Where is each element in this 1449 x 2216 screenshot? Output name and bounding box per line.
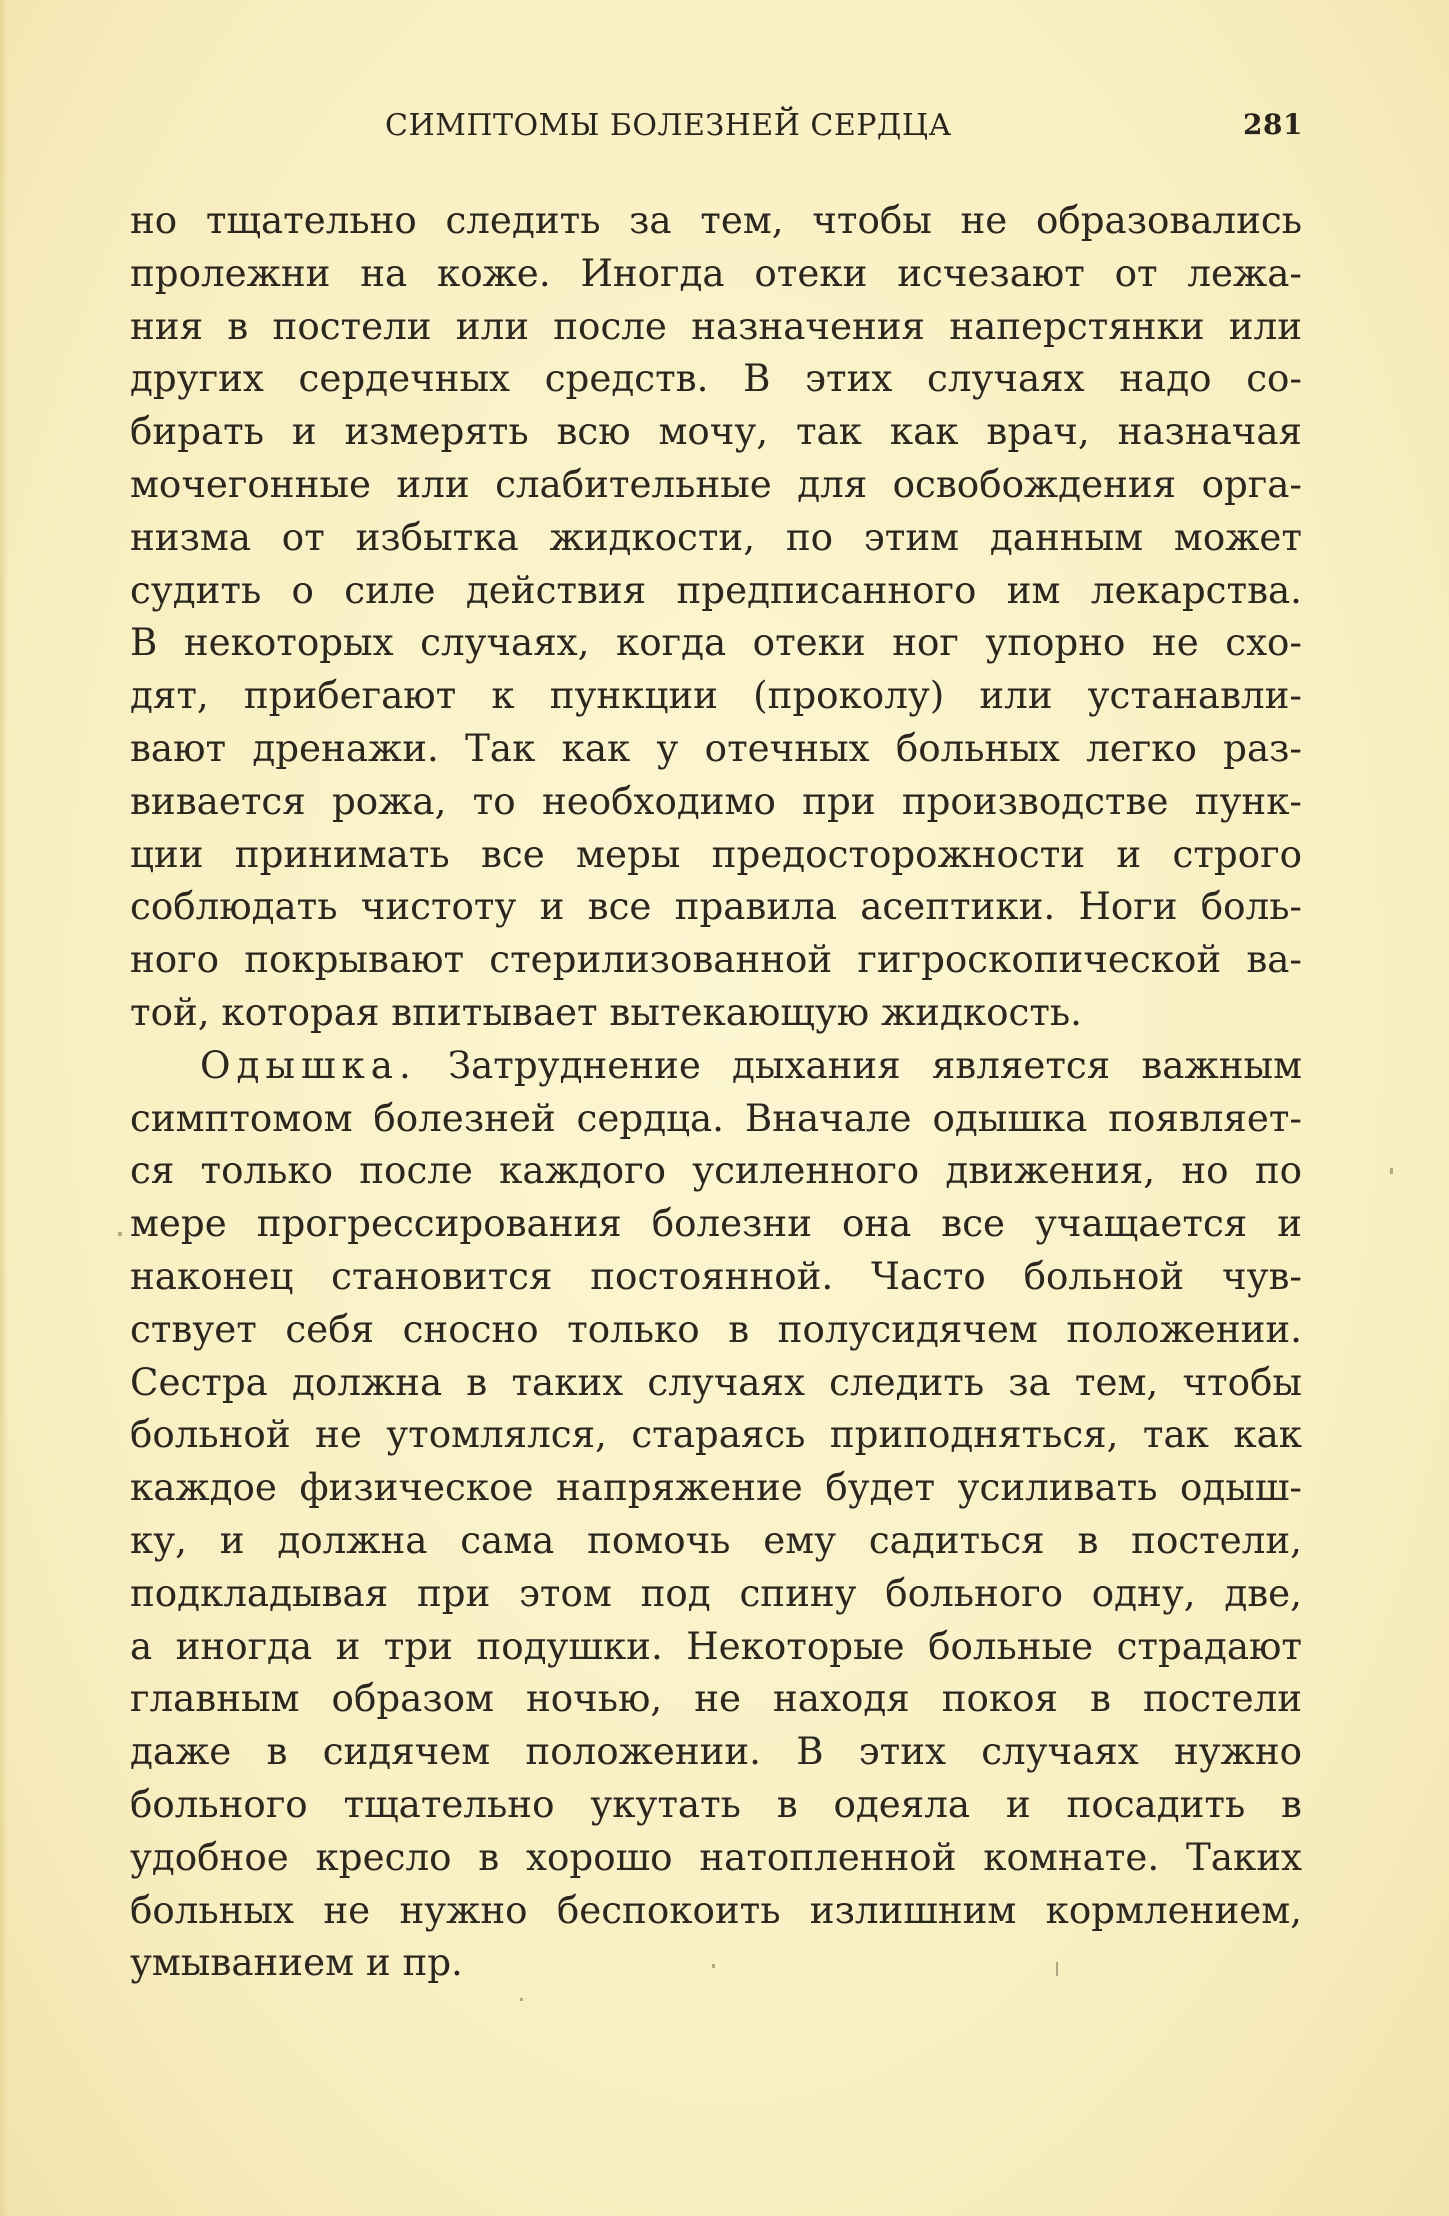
text-line: вают дренажи. Так как у отечных больных легко раз- — [130, 725, 1302, 770]
text-line-rest: Затруднение дыхания является важным — [416, 1042, 1302, 1087]
text-line: ся только после каждого усиленного движения, но по — [130, 1148, 1302, 1193]
text-line: мере прогрессирования болезни она все учащается и — [130, 1201, 1302, 1246]
paper-speck — [118, 1232, 122, 1236]
page-header — [385, 102, 1303, 152]
text-line: но тщательно следить за тем, чтобы не образовались — [130, 198, 1302, 242]
text-line-first — [130, 1039, 1302, 1092]
running-head: СИМПТОМЫ БОЛЕЗНЕЙ СЕРДЦА — [385, 108, 952, 143]
text-line: соблюдать чистоту и все правила асептики. Ноги боль- — [130, 884, 1302, 929]
text-line: других сердечных средств. В этих случаях надо со- — [130, 356, 1302, 401]
text-line: удобное кресло в хорошо натопленной комнате. Таких — [130, 1834, 1302, 1879]
text-line: вивается рожа, то необходимо при производстве пунк- — [130, 778, 1302, 823]
paper-speck — [712, 1964, 715, 1968]
text-line: ствует себя сносно только в полусидячем положении. — [130, 1306, 1302, 1351]
text-line: В некоторых случаях, когда отеки ног упорно не схо- — [130, 620, 1302, 665]
text-line: больного тщательно укутать в одеяла и посадить в — [130, 1781, 1302, 1826]
paper-speck — [1390, 1168, 1393, 1174]
paragraph-dyspnea — [130, 1039, 1302, 1989]
text-line: мочегонные или слабительные для освобождения орга- — [130, 461, 1302, 506]
text-line: судить о силе действия предписанного им лекарства. — [130, 567, 1302, 612]
text-line: пролежни на коже. Иногда отеки исчезают от лежа- — [130, 250, 1302, 295]
text-line: даже в сидячем положении. В этих случаях нужно — [130, 1729, 1302, 1774]
text-line: умыванием и пр. — [130, 1940, 463, 1985]
text-line: а иногда и три подушки. Некоторые больные страдают — [130, 1623, 1302, 1668]
text-line: симптомом болезней сердца. Вначале одышка появляет- — [130, 1095, 1302, 1140]
paragraph-lead: Одышка. — [200, 1042, 417, 1087]
paper-speck — [520, 1998, 523, 2001]
page-number: 281 — [1243, 108, 1303, 141]
text-line: Сестра должна в таких случаях следить за тем, чтобы — [130, 1359, 1302, 1404]
text-line: ку, и должна сама помочь ему садиться в постели, — [130, 1517, 1302, 1562]
body-text — [130, 194, 1302, 1989]
paper-speck — [1056, 1962, 1058, 1976]
text-line: наконец становится постоянной. Часто больной чув- — [130, 1253, 1302, 1298]
text-line: бирать и измерять всю мочу, так как врач, назначая — [130, 409, 1302, 454]
text-line: подкладывая при этом под спину больного одну, две, — [130, 1570, 1302, 1615]
text-line: ции принимать все меры предосторожности и строго — [130, 831, 1302, 876]
text-line: ния в постели или после назначения наперстянки или — [130, 303, 1302, 348]
text-line: ного покрывают стерилизованной гигроскопической ва- — [130, 937, 1302, 982]
text-line: каждое физическое напряжение будет усиливать одыш- — [130, 1465, 1302, 1510]
text-line: главным образом ночью, не находя покоя в постели — [130, 1676, 1302, 1721]
text-line: низма от избытка жидкости, по этим данным может — [130, 514, 1302, 559]
paragraph-edema — [130, 194, 1302, 1039]
page-edge-shadow — [0, 0, 8, 2216]
text-line: больных не нужно беспокоить излишним кормлением, — [130, 1887, 1302, 1932]
text-line: больной не утомлялся, стараясь приподняться, так как — [130, 1412, 1302, 1457]
text-line: той, которая впитывает вытекающую жидкость. — [130, 989, 1082, 1034]
text-line: дят, прибегают к пункции (проколу) или устанавли- — [130, 673, 1302, 718]
